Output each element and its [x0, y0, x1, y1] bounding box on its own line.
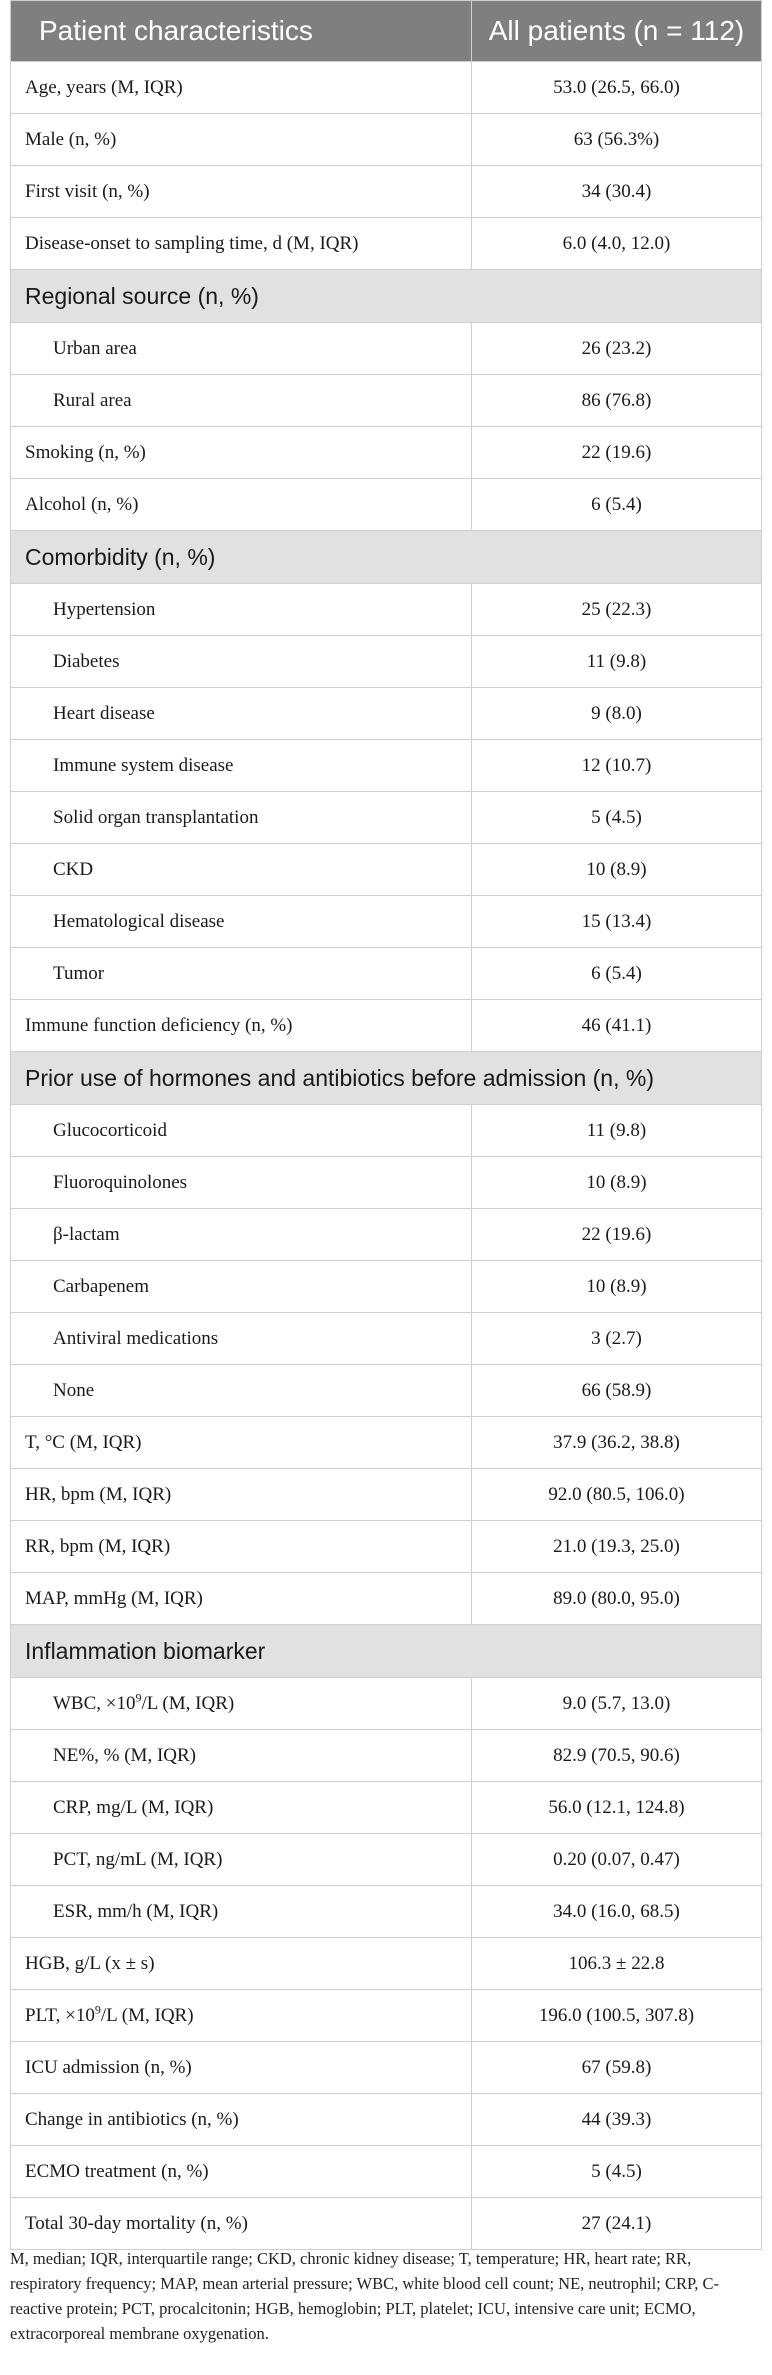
- table-row: [11, 1209, 762, 1261]
- table-row: [11, 323, 762, 375]
- table-row: [11, 2094, 762, 2146]
- row-value: 89.0 (80.0, 95.0): [472, 1573, 762, 1625]
- row-label: Age, years (M, IQR): [11, 62, 472, 114]
- table-row: [11, 1313, 762, 1365]
- row-label: First visit (n, %): [11, 166, 472, 218]
- row-label-superscript: 9: [135, 1690, 142, 1705]
- row-label: ESR, mm/h (M, IQR): [11, 1886, 472, 1938]
- row-value: 22 (19.6): [472, 1209, 762, 1261]
- table-header-row: [11, 1, 762, 62]
- row-label: Male (n, %): [11, 114, 472, 166]
- column-header-characteristics: Patient characteristics: [11, 1, 472, 62]
- table-row: [11, 1782, 762, 1834]
- row-label: Hypertension: [11, 584, 472, 636]
- table-row: [11, 2198, 762, 2250]
- row-value: 6 (5.4): [472, 948, 762, 1000]
- row-value: 34 (30.4): [472, 166, 762, 218]
- table-row: [11, 427, 762, 479]
- table-row: [11, 636, 762, 688]
- table-row: [11, 1521, 762, 1573]
- row-label: PCT, ng/mL (M, IQR): [11, 1834, 472, 1886]
- row-value: 15 (13.4): [472, 896, 762, 948]
- table-row: [11, 584, 762, 636]
- row-label: Immune system disease: [11, 740, 472, 792]
- row-value: 6.0 (4.0, 12.0): [472, 218, 762, 270]
- row-label: CKD: [11, 844, 472, 896]
- table-footnote: M, median; IQR, interquartile range; CKD, chronic kidney disease; T, temperature; HR, heart rate; RR, respiratory frequency; MAP, mean arterial pressure; WBC, white blood cell count; NE, neutrophil; CRP, C-reactive protein; PCT, procalcitonin; HGB, hemoglobin; PLT, platelet; ICU, intensive care unit; ECMO, extracorporeal membrane oxygenation.: [10, 2249, 720, 2343]
- row-label-text: PLT, ×10: [25, 2004, 95, 2026]
- table-row: [11, 2042, 762, 2094]
- row-value: 9.0 (5.7, 13.0): [472, 1678, 762, 1730]
- row-value: 37.9 (36.2, 38.8): [472, 1417, 762, 1469]
- row-value: 66 (58.9): [472, 1365, 762, 1417]
- row-label: T, °C (M, IQR): [11, 1417, 472, 1469]
- row-label: [11, 1678, 472, 1730]
- row-value: 10 (8.9): [472, 844, 762, 896]
- table-row: [11, 1000, 762, 1052]
- section-header-row: [11, 270, 762, 323]
- row-label: Hematological disease: [11, 896, 472, 948]
- column-header-all-patients: All patients (n = 112): [472, 1, 762, 62]
- table-row: [11, 1834, 762, 1886]
- row-label-text-suffix: /L (M, IQR): [100, 2004, 194, 2026]
- section-header-row: [11, 1625, 762, 1678]
- row-label: Disease-onset to sampling time, d (M, IQR): [11, 218, 472, 270]
- row-value: 6 (5.4): [472, 479, 762, 531]
- section-header-row: [11, 531, 762, 584]
- table-row: [11, 2146, 762, 2198]
- table-row: [11, 688, 762, 740]
- row-label: Tumor: [11, 948, 472, 1000]
- row-value: 21.0 (19.3, 25.0): [472, 1521, 762, 1573]
- row-label-text-suffix: /L (M, IQR): [141, 1692, 235, 1714]
- table-row: [11, 1886, 762, 1938]
- table-row: [11, 1938, 762, 1990]
- table-row: [11, 1573, 762, 1625]
- table-row: [11, 1417, 762, 1469]
- row-label: Solid organ transplantation: [11, 792, 472, 844]
- row-label: β-lactam: [11, 1209, 472, 1261]
- row-value: 0.20 (0.07, 0.47): [472, 1834, 762, 1886]
- row-label: NE%, % (M, IQR): [11, 1730, 472, 1782]
- row-value: 25 (22.3): [472, 584, 762, 636]
- row-label-text: WBC, ×10: [53, 1692, 136, 1714]
- row-label: Urban area: [11, 323, 472, 375]
- row-label: Heart disease: [11, 688, 472, 740]
- table-row: [11, 1990, 762, 2042]
- row-label: Carbapenem: [11, 1261, 472, 1313]
- row-label: Alcohol (n, %): [11, 479, 472, 531]
- row-value: 11 (9.8): [472, 636, 762, 688]
- table-row: [11, 166, 762, 218]
- row-value: 67 (59.8): [472, 2042, 762, 2094]
- section-header-row: [11, 1052, 762, 1105]
- row-value: 11 (9.8): [472, 1105, 762, 1157]
- row-label: Change in antibiotics (n, %): [11, 2094, 472, 2146]
- row-value: 86 (76.8): [472, 375, 762, 427]
- table-row: [11, 218, 762, 270]
- table-row: [11, 1105, 762, 1157]
- row-label: ECMO treatment (n, %): [11, 2146, 472, 2198]
- table-row: [11, 792, 762, 844]
- table-row: [11, 1365, 762, 1417]
- row-label: Glucocorticoid: [11, 1105, 472, 1157]
- characteristics-table-container: [10, 0, 761, 2250]
- row-value: 5 (4.5): [472, 792, 762, 844]
- table-row: [11, 896, 762, 948]
- characteristics-table: [10, 0, 762, 2250]
- row-label: Total 30-day mortality (n, %): [11, 2198, 472, 2250]
- row-value: 34.0 (16.0, 68.5): [472, 1886, 762, 1938]
- row-value: 53.0 (26.5, 66.0): [472, 62, 762, 114]
- row-label: MAP, mmHg (M, IQR): [11, 1573, 472, 1625]
- section-header-label: Prior use of hormones and antibiotics before admission (n, %): [11, 1052, 762, 1105]
- row-label: Diabetes: [11, 636, 472, 688]
- row-value: 92.0 (80.5, 106.0): [472, 1469, 762, 1521]
- table-row: [11, 1261, 762, 1313]
- row-label: Antiviral medications: [11, 1313, 472, 1365]
- row-value: 22 (19.6): [472, 427, 762, 479]
- row-value: 12 (10.7): [472, 740, 762, 792]
- row-value: 5 (4.5): [472, 2146, 762, 2198]
- row-label: None: [11, 1365, 472, 1417]
- row-label: HGB, g/L (x ± s): [11, 1938, 472, 1990]
- table-row: [11, 948, 762, 1000]
- section-header-label: Comorbidity (n, %): [11, 531, 762, 584]
- table-body: [11, 62, 762, 2250]
- row-label: Rural area: [11, 375, 472, 427]
- row-label: ICU admission (n, %): [11, 2042, 472, 2094]
- table-row: [11, 62, 762, 114]
- row-label: CRP, mg/L (M, IQR): [11, 1782, 472, 1834]
- row-label-superscript: 9: [94, 2002, 101, 2017]
- table-row: [11, 375, 762, 427]
- table-row: [11, 1678, 762, 1730]
- table-row: [11, 1730, 762, 1782]
- table-row: [11, 844, 762, 896]
- row-value: 27 (24.1): [472, 2198, 762, 2250]
- row-label: Fluoroquinolones: [11, 1157, 472, 1209]
- row-value: 3 (2.7): [472, 1313, 762, 1365]
- row-label: [11, 1990, 472, 2042]
- table-row: [11, 1157, 762, 1209]
- row-value: 82.9 (70.5, 90.6): [472, 1730, 762, 1782]
- row-value: 10 (8.9): [472, 1157, 762, 1209]
- row-value: 26 (23.2): [472, 323, 762, 375]
- section-header-label: Regional source (n, %): [11, 270, 762, 323]
- table-row: [11, 479, 762, 531]
- row-label: RR, bpm (M, IQR): [11, 1521, 472, 1573]
- row-value: 56.0 (12.1, 124.8): [472, 1782, 762, 1834]
- row-value: 10 (8.9): [472, 1261, 762, 1313]
- row-value: 9 (8.0): [472, 688, 762, 740]
- table-row: [11, 114, 762, 166]
- table-row: [11, 740, 762, 792]
- row-label: Immune function deficiency (n, %): [11, 1000, 472, 1052]
- row-value: 63 (56.3%): [472, 114, 762, 166]
- row-label: HR, bpm (M, IQR): [11, 1469, 472, 1521]
- table-row: [11, 1469, 762, 1521]
- row-value: 196.0 (100.5, 307.8): [472, 1990, 762, 2042]
- section-header-label: Inflammation biomarker: [11, 1625, 762, 1678]
- row-label: Smoking (n, %): [11, 427, 472, 479]
- row-value: 46 (41.1): [472, 1000, 762, 1052]
- row-value: 44 (39.3): [472, 2094, 762, 2146]
- row-value: 106.3 ± 22.8: [472, 1938, 762, 1990]
